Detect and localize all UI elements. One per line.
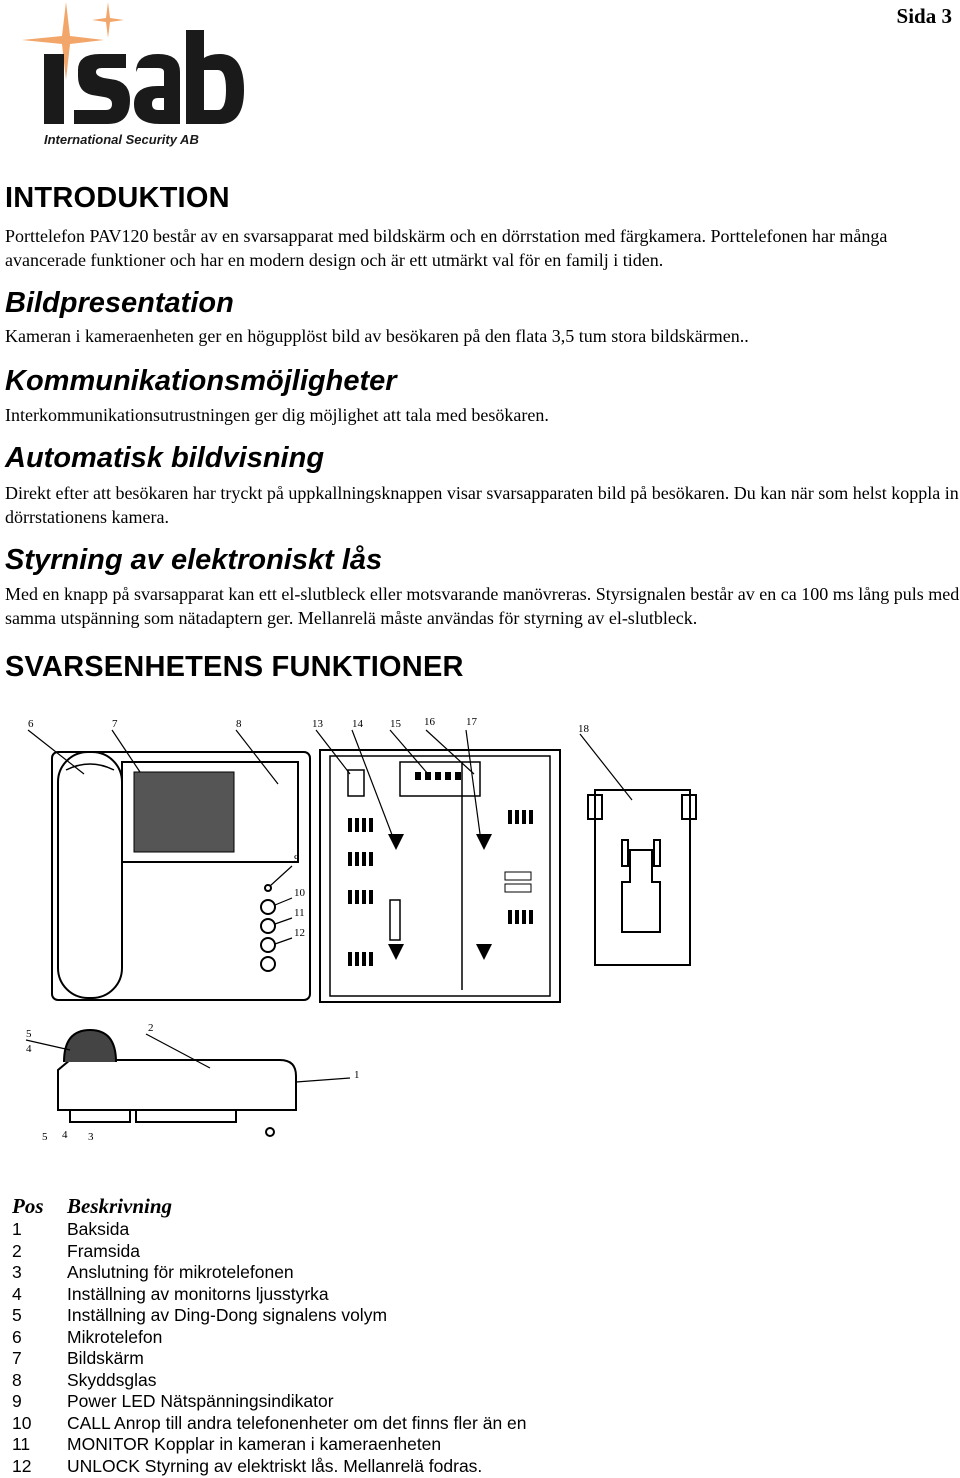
unlock-button [261,938,275,952]
column-header-pos: Pos [12,1194,44,1218]
section-text-las: Med en knapp på svarsapparat kan ett el-slutbleck eller motsvarande manövreras. Styrsignalen består av en ca 100 ms lång puls med samma utspänning som nätadaptern ger. Mellanrelä måste användas för styrning av el-slutbleck. [5,584,960,628]
vent-grilles [348,772,533,966]
callout-lines [26,730,632,1082]
monitor-button [261,919,275,933]
extra-button [261,957,275,971]
section-title-kommunikation: Kommunikationsmöjligheter [5,365,397,397]
table-row: 8 Skyddsglas [12,1369,157,1390]
svg-text:2: 2 [148,1022,154,1034]
callout-labels [26,716,590,1143]
section-title-bildpresentation: Bildpresentation [5,287,234,319]
table-row: 12 UNLOCK Styrning av elektriskt lås. Mellanrelä fodras. [12,1455,483,1476]
screen [134,772,234,852]
handset-outline [58,752,122,998]
table-row: 7 Bildskärm [12,1348,144,1368]
svg-text:15: 15 [390,718,401,730]
position-table [12,1194,527,1477]
section-title-las: Styrning av elektroniskt lås [5,544,383,576]
logo-tagline: International Security AB [44,132,199,147]
svg-text:16: 16 [424,716,435,728]
svg-text:8: 8 [236,718,242,730]
table-row: 10 CALL Anrop till andra telefonenheter om det finns fler än en [12,1412,527,1433]
table-row: 2 Framsida [12,1240,140,1261]
section-text-kommunikation: Interkommunikationsutrustningen ger dig möjlighet att tala med besökaren. [5,405,549,425]
answering-unit-diagram [0,700,960,1150]
table-row: 11 MONITOR Kopplar in kameran i kameraenheten [12,1434,442,1454]
svg-text:11: 11 [294,907,305,919]
column-header-beskrivning: Beskrivning [67,1194,173,1218]
svg-text:12: 12 [294,927,305,939]
section-text-bildvisning: Direkt efter att besökaren har tryckt på uppkallningsknappen visar svarsapparaten bild på besökaren. Du kan när som helst koppla in dörrstationens kamera. [5,483,959,527]
page-number: Sida 3 [896,4,952,28]
svg-text:4: 4 [62,1129,68,1141]
intro-title: INTRODUKTION [5,182,230,214]
call-button [261,900,275,914]
svg-text:14: 14 [352,718,363,730]
intro-text: Porttelefon PAV120 består av en svarsapparat med bildskärm och en dörrstation med färgkamera. Porttelefonen har många avancerade funktioner och har en modern design och är ett utmärkt val för en familj i tiden. [5,226,888,270]
table-row: 6 Mikrotelefon [12,1326,163,1347]
isab-logo [8,0,248,150]
svg-text:9: 9 [294,853,300,865]
section-text-bildpresentation: Kameran i kameraenheten ger en högupplöst bild av besökaren på den flata 3,5 tum stora bildskärmen.. [5,326,749,346]
svg-text:10: 10 [294,887,305,899]
table-row: 3 Anslutning för mikrotelefonen [12,1262,294,1282]
svg-text:6: 6 [28,718,34,730]
wall-bracket [588,790,696,965]
section-title-bildvisning: Automatisk bildvisning [5,442,325,474]
svg-text:5: 5 [26,1028,32,1040]
svg-text:3: 3 [88,1131,94,1143]
svg-text:13: 13 [312,718,323,730]
table-row: 4 Inställning av monitorns ljusstyrka [12,1283,329,1304]
svg-text:7: 7 [112,718,118,730]
side-view [58,1030,296,1136]
table-row: 1 Baksida [12,1219,130,1239]
star-icon [22,2,124,80]
svg-text:4: 4 [26,1043,32,1055]
svg-text:5: 5 [42,1131,48,1143]
svg-text:17: 17 [466,716,477,728]
table-row: 9 Power LED Nätspänningsindikator [12,1391,334,1411]
table-row: 5 Inställning av Ding-Dong signalens volym [12,1305,388,1325]
functions-title: SVARSENHETENS FUNKTIONER [5,651,464,683]
svg-text:18: 18 [578,723,589,735]
svg-text:1: 1 [354,1069,360,1081]
